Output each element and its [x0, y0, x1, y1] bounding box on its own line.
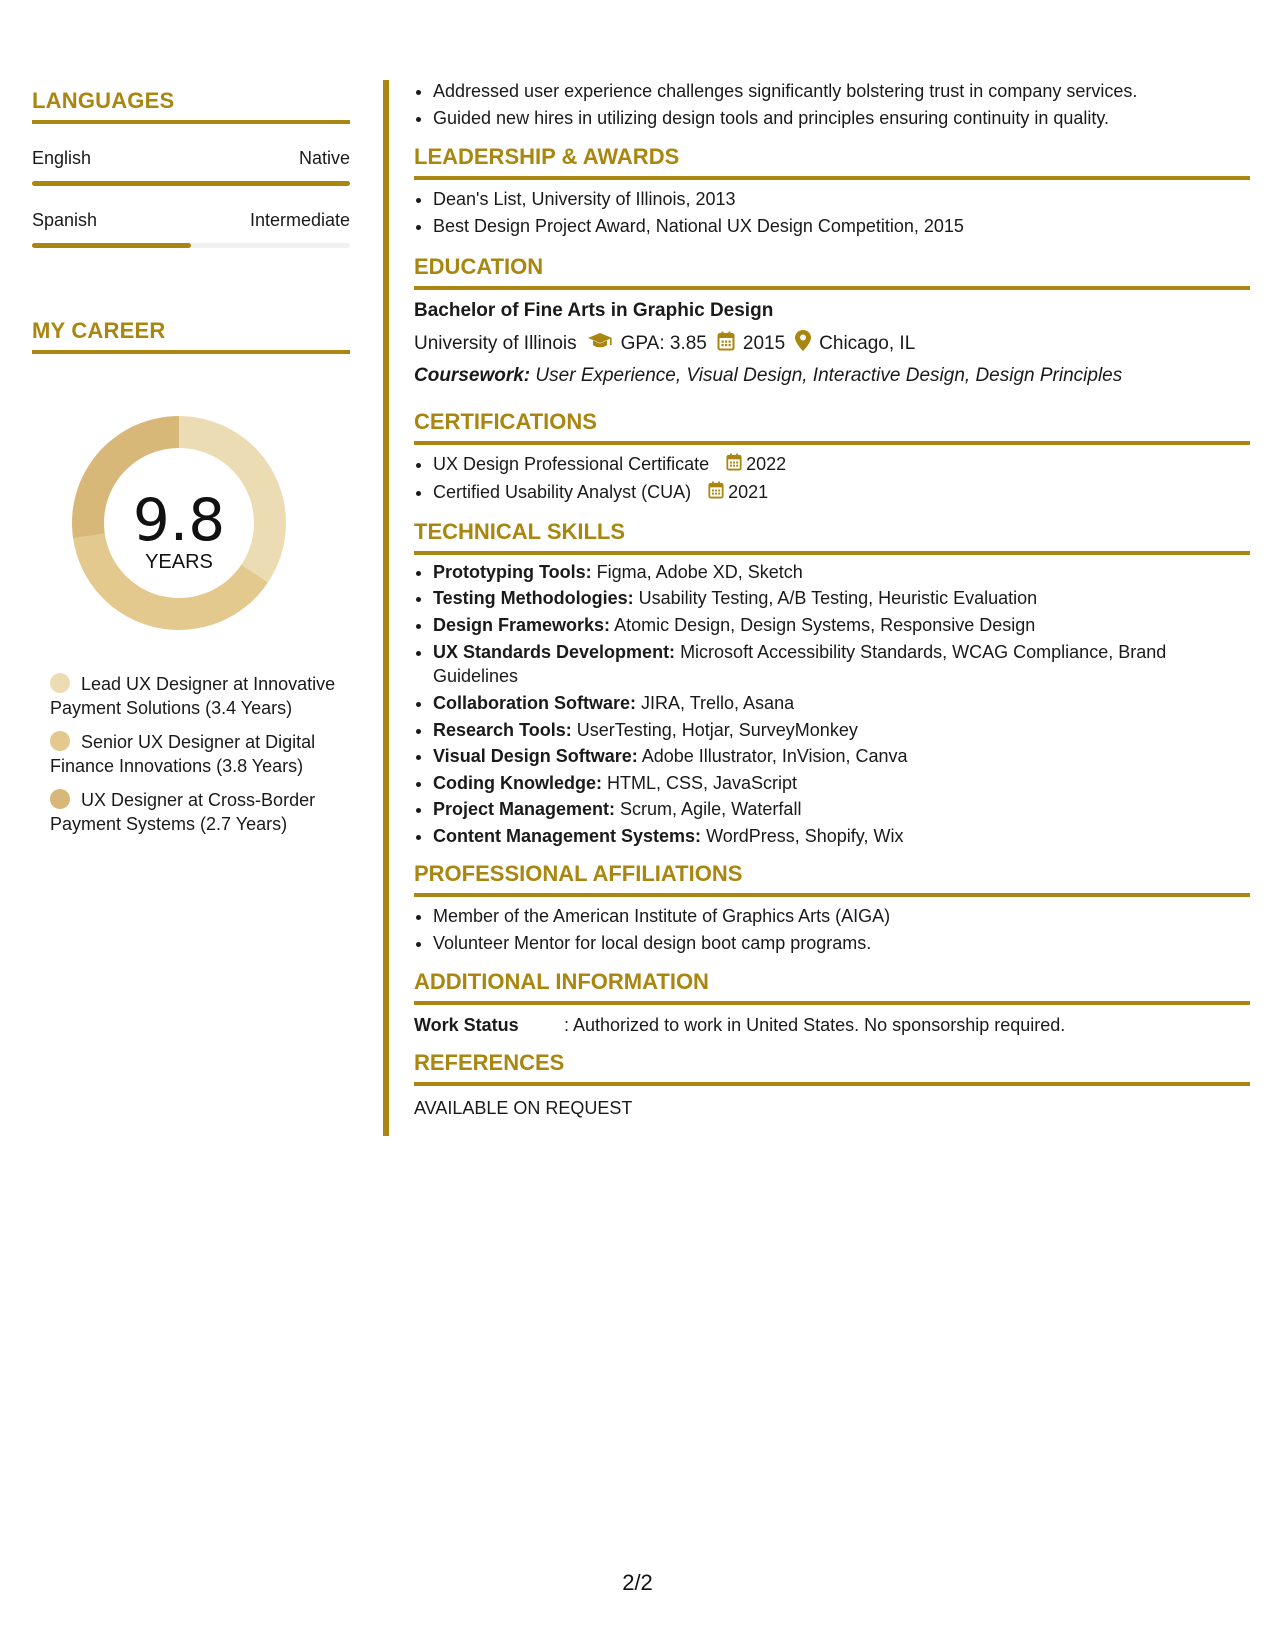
- section-rule: [414, 1001, 1250, 1005]
- list-item: [433, 796, 1250, 823]
- legend-dot: [50, 731, 70, 751]
- skill-label: Research Tools:: [433, 719, 572, 740]
- additional-section: [414, 969, 1250, 1036]
- experience-bullets: [414, 78, 1250, 132]
- list-item: [433, 479, 1250, 507]
- section-rule: [32, 120, 350, 124]
- gpa: GPA: 3.85: [620, 332, 707, 354]
- certification-year: 2021: [728, 481, 769, 502]
- main-content: [414, 78, 1250, 1119]
- skills-list: [414, 559, 1250, 850]
- list-item: [433, 612, 1250, 639]
- list-item: • Volunteer Mentor for local design boot camp programs.: [433, 930, 1250, 957]
- list-item: [433, 690, 1250, 717]
- affiliations-list: [414, 903, 1250, 957]
- affiliations-title: PROFESSIONAL AFFILIATIONS: [414, 861, 743, 886]
- work-status-label: Work Status: [414, 1015, 519, 1035]
- certification-name: UX Design Professional Certificate: [433, 454, 710, 474]
- legend-item: [50, 672, 340, 720]
- legend-label: UX Designer at Cross-Border Payment Systems (2.7 Years): [50, 790, 316, 834]
- language-proficiency-bar: [32, 181, 350, 186]
- graduation-cap-icon: [587, 332, 613, 356]
- list-item: [433, 451, 1250, 479]
- list-item: [433, 717, 1250, 744]
- list-item: [433, 770, 1250, 797]
- skills-title: TECHNICAL SKILLS: [414, 518, 626, 544]
- references-text: AVAILABLE ON REQUEST: [414, 1098, 633, 1118]
- list-item: [433, 638, 1250, 690]
- skill-value: WordPress, Shopify, Wix: [701, 825, 904, 846]
- list-item: • Guided new hires in utilizing design tools and principles ensuring continuity in quality.: [433, 105, 1250, 132]
- leadership-section: [414, 144, 1250, 240]
- language-proficiency-fill: [32, 243, 191, 248]
- language-proficiency-bar: [32, 243, 350, 248]
- skill-label: Design Frameworks:: [433, 614, 611, 635]
- certifications-section: [414, 409, 1250, 507]
- language-name: Spanish: [32, 210, 98, 230]
- career-years-unit: YEARS: [145, 551, 213, 573]
- list-item: • Member of the American Institute of Graphics Arts (AIGA): [433, 903, 1250, 930]
- career-section: [32, 318, 350, 354]
- certifications-title: CERTIFICATIONS: [414, 409, 597, 434]
- skill-label: UX Standards Development:: [433, 642, 676, 662]
- education-details: [414, 330, 1250, 357]
- skills-section: [414, 519, 1250, 850]
- section-rule: [414, 893, 1250, 897]
- career-legend: [50, 672, 340, 846]
- work-status-row: [414, 1015, 1250, 1036]
- leadership-list: [414, 186, 1250, 240]
- language-level: Native: [298, 148, 350, 168]
- list-item: [433, 559, 1250, 586]
- page-number: 2/2: [622, 1570, 653, 1595]
- section-rule: [414, 176, 1250, 180]
- language-item: [32, 210, 350, 248]
- skill-label: Coding Knowledge:: [433, 772, 602, 793]
- list-item: • Addressed user experience challenges significantly bolstering trust in company services.: [433, 78, 1250, 105]
- calendar-icon: [726, 452, 742, 479]
- skill-label: Collaboration Software:: [433, 693, 637, 713]
- skill-value: Atomic Design, Design Systems, Responsive Design: [610, 614, 1036, 635]
- career-total-years: 9.8: [132, 486, 226, 554]
- legend-item: [50, 730, 340, 778]
- list-item: • Best Design Project Award, National UX Design Competition, 2015: [433, 213, 1250, 240]
- coursework: [414, 365, 1250, 387]
- legend-dot: [50, 789, 70, 809]
- skill-value: UserTesting, Hotjar, SurveyMonkey: [571, 719, 858, 740]
- certification-year: 2022: [746, 454, 787, 474]
- career-title: MY CAREER: [32, 318, 166, 343]
- skill-value: Usability Testing, A/B Testing, Heuristic Evaluation: [633, 588, 1038, 608]
- language-name: English: [32, 148, 92, 168]
- column-divider: [383, 80, 389, 1136]
- languages-section: [32, 88, 350, 248]
- language-level: Intermediate: [249, 210, 350, 230]
- certification-name: Certified Usability Analyst (CUA): [433, 481, 692, 502]
- certifications-list: [414, 451, 1250, 507]
- leadership-title: LEADERSHIP & AWARDS: [414, 144, 680, 169]
- education-title: EDUCATION: [414, 254, 544, 279]
- skill-value: HTML, CSS, JavaScript: [601, 772, 798, 793]
- skill-label: Project Management:: [433, 799, 616, 819]
- skill-label: Visual Design Software:: [433, 746, 638, 766]
- language-proficiency-fill: [32, 181, 350, 186]
- skill-value: Figma, Adobe XD, Sketch: [591, 561, 803, 582]
- references-title: REFERENCES: [414, 1050, 565, 1075]
- education-section: [414, 254, 1250, 387]
- skill-value: Scrum, Agile, Waterfall: [615, 799, 802, 819]
- legend-label: Senior UX Designer at Digital Finance Innovations (3.8 Years): [50, 732, 316, 776]
- donut-center: [64, 408, 294, 638]
- skill-label: Content Management Systems:: [433, 825, 702, 846]
- section-rule: [414, 286, 1250, 290]
- section-rule: [32, 350, 350, 354]
- list-item: [433, 585, 1250, 612]
- affiliations-section: [414, 861, 1250, 957]
- references-section: [414, 1050, 1250, 1119]
- list-item: [433, 823, 1250, 850]
- coursework-list: User Experience, Visual Design, Interactive Design, Design Principles: [530, 365, 1123, 386]
- graduation-year: 2015: [742, 332, 786, 354]
- language-item: [32, 148, 350, 186]
- school-location: Chicago, IL: [819, 332, 916, 354]
- section-rule: [414, 551, 1250, 555]
- legend-label: Lead UX Designer at Innovative Payment Solutions (3.4 Years): [50, 674, 336, 718]
- career-donut-chart: [64, 408, 294, 638]
- calendar-icon: [717, 331, 735, 357]
- section-rule: [414, 1082, 1250, 1086]
- skill-value: Microsoft Accessibility Standards, WCAG Compliance, Brand Guidelines: [433, 642, 1167, 686]
- additional-title: ADDITIONAL INFORMATION: [414, 969, 709, 994]
- coursework-label: Coursework:: [414, 365, 531, 386]
- school-name: University of Illinois: [414, 332, 577, 354]
- skill-value: Adobe Illustrator, InVision, Canva: [637, 746, 908, 766]
- list-item: • Dean's List, University of Illinois, 2013: [433, 186, 1250, 213]
- list-item: [433, 743, 1250, 770]
- degree: Bachelor of Fine Arts in Graphic Design: [414, 300, 774, 321]
- skill-label: Prototyping Tools:: [433, 561, 592, 582]
- calendar-icon: [708, 480, 724, 507]
- legend-item: [50, 788, 340, 836]
- work-status-value: : Authorized to work in United States. No sponsorship required.: [564, 1015, 1066, 1035]
- sidebar: [32, 88, 350, 354]
- section-rule: [414, 441, 1250, 445]
- skill-label: Testing Methodologies:: [433, 588, 634, 608]
- skill-value: JIRA, Trello, Asana: [636, 693, 795, 713]
- languages-title: LANGUAGES: [32, 88, 175, 113]
- location-pin-icon: [795, 330, 811, 357]
- legend-dot: [50, 673, 70, 693]
